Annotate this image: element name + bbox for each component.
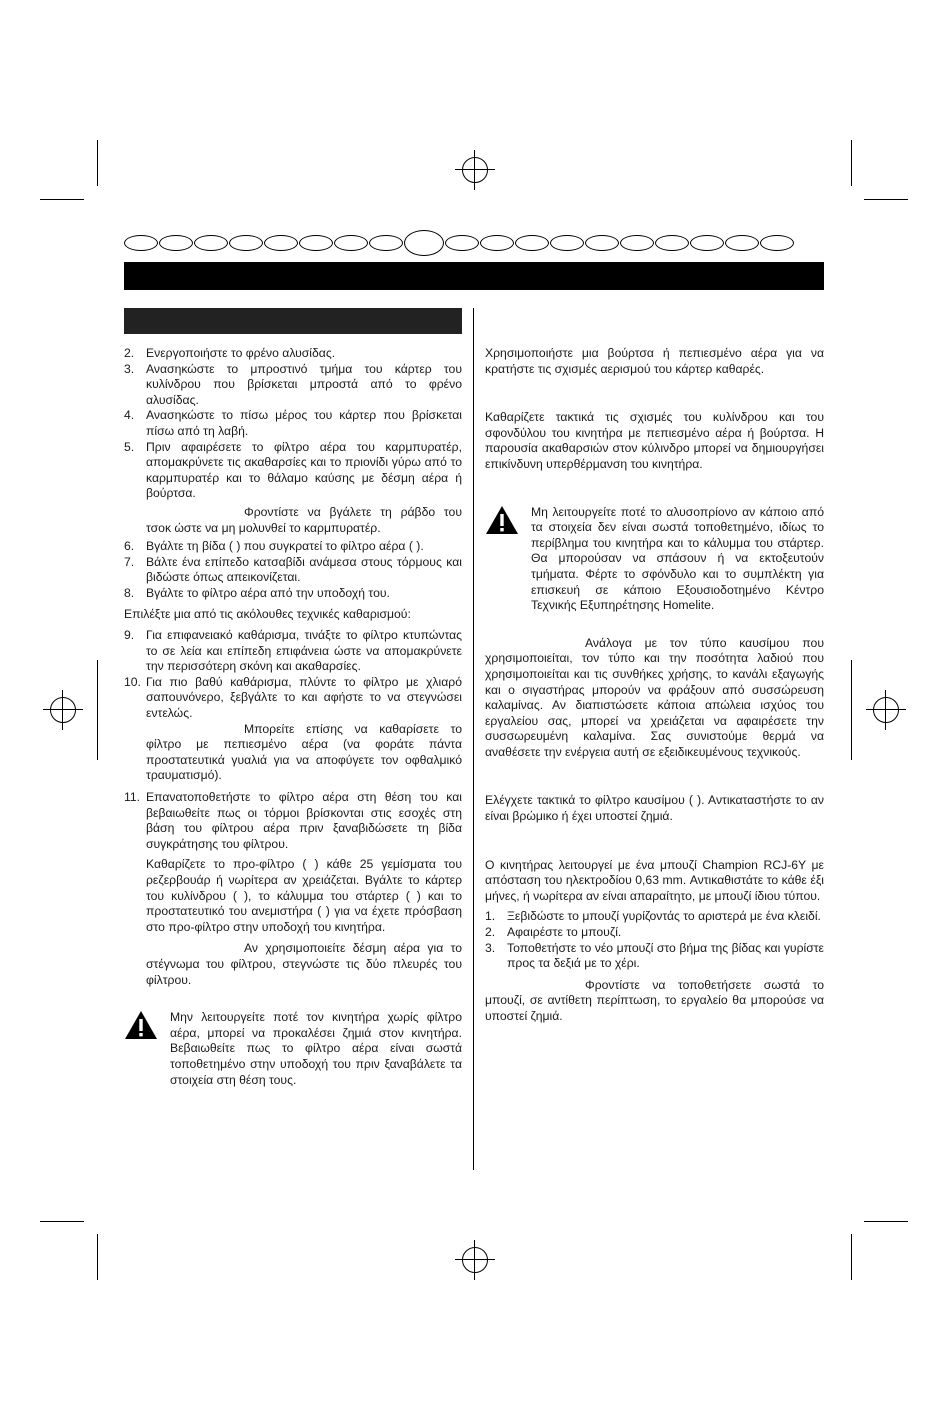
note-paragraph: Αν χρησιμοποιείτε δέσμη αέρα για το στέγνωμα του φίλτρου, στεγνώστε τις δύο πλευρές του φίλτρου. [146, 941, 462, 987]
paragraph: Καθαρίζετε τακτικά τις σχισμές του κυλίνδρου και του σφονδύλου του κινητήρα με πεπιεσμένο αέρα ή βούρτσα. Η παρουσία ακαθαρσιών στον κύλινδρο μπορεί να δημιουργήσει επικίνδυνη υπερθέρμανση του κινητήρα. [485, 410, 824, 471]
crop-mark [851, 1234, 852, 1280]
paragraph: Ανάλογα με τον τύπο καυσίμου που χρησιμοποιείται, τον τύπο και την ποσότητα λαδιού που χρησιμοποιείται και τις συνθήκες χρήσης, το κανάλι εξαγωγής και ο σιγαστήρας μπορούν να φράξουν από συσσώρευση καλαμίνας. Αν διαπιστώσετε κάποια απώλεια ισχύος του εργαλείου σας, μπορεί να χρειάζεται να αφαιρέσετε την συσσωρευμένη καλαμίνα. Σας συνιστούμε θερμά να αναθέσετε την ενέργεια αυτή σε εξειδικευμένους τεχνικούς. [485, 635, 824, 759]
language-oval [620, 235, 654, 251]
list-item: 3. Τοποθετήστε το νέο μπουζί στο βήμα της βίδας και γυρίστε προς τα δεξιά με το χέρι. [485, 940, 824, 971]
list-item: 9. Για επιφανειακό καθάρισμα, τινάξτε το φίλτρο κτυπώντας το σε λεία και επίπεδη επιφάνεια ώστε να απομακρύνετε την περισσότερη σκόνη και ακαθαρσίες. [124, 628, 462, 674]
language-oval [480, 235, 514, 251]
language-oval [585, 235, 619, 251]
warning-box [485, 505, 824, 614]
language-oval [550, 235, 584, 251]
paragraph: Χρησιμοποιήστε μια βούρτσα ή πεπιεσμένο αέρα για να κρατήστε τις σχισμές αερισμού του κάρτερ καθαρές. [485, 346, 824, 376]
list-item: 5. Πριν αφαιρέσετε το φίλτρο αέρα του καρμπυρατέρ, απομακρύνετε τις ακαθαρσίες και το πριονίδι γύρω από το καρμπυρατέρ και το θάλαμο καύσης με δέσμη αέρα ή βούρτσα. [124, 439, 462, 501]
crop-mark [97, 660, 98, 760]
language-oval [194, 235, 228, 251]
list-item: 10. Για πιο βαθύ καθάρισμα, πλύντε το φίλτρο με χλιαρό σαπουνόνερο, ξεβγάλτε το και αφήστε το να στεγνώσει εντελώς. [124, 674, 462, 721]
warning-triangle-icon [485, 505, 519, 614]
crop-mark [864, 199, 908, 200]
list-item: 4. Ανασηκώστε το πίσω μέρος του κάρτερ που βρίσκεται πίσω από τη λαβή. [124, 408, 462, 438]
language-oval [445, 235, 479, 251]
section-header-bar [124, 308, 462, 334]
left-column [124, 346, 462, 1088]
list-item: 2. Ενεργοποιήστε το φρένο αλυσίδας. [124, 346, 336, 360]
language-oval [264, 235, 298, 251]
warning-triangle-icon [124, 1010, 158, 1088]
warning-box [124, 1010, 462, 1088]
language-oval [299, 235, 333, 251]
language-oval [760, 235, 794, 251]
list-item: 8. Βγάλτε το φίλτρο αέρα από την υποδοχή του. [124, 585, 390, 600]
page-header-bar [124, 262, 824, 290]
warning-text: Μη λειτουργείτε ποτέ το αλυσοπρίονο αν κάποιο από τα στοιχεία δεν είναι σωστά τοποθετημένο, ιδίως το περίβλημα του κινητήρα και το κάλυμμα του στάρτερ. Θα μπορούσαν να σπάσουν ή να εκτοξευτούν τμήματα. Φέρτε το σφόνδυλο και το συμπλέκτη για επισκευή σε κάποιο Εξουσιοδοτημένο Κέντρο Τεχνικής Εξυπηρέτησης Homelite. [531, 504, 824, 613]
crop-mark [40, 1221, 84, 1222]
language-oval-current [404, 230, 444, 256]
note-paragraph: Φροντίστε να τοποθετήσετε σωστά το μπουζί, σε αντίθετη περίπτωση, το εργαλείο θα μπορούσε να υποστεί ζημιά. [485, 977, 824, 1023]
note-paragraph: Φροντίστε να βγάλετε τη ράβδο του τσοκ ώστε να μη μολυνθεί το καρμπυρατέρ. [146, 504, 462, 535]
list-item: 2. Αφαιρέστε το μπουζί. [485, 925, 622, 940]
language-oval [655, 235, 689, 251]
language-oval [159, 235, 193, 251]
language-oval [515, 235, 549, 251]
crop-mark [864, 1221, 908, 1222]
registration-mark-icon [455, 150, 495, 190]
right-column [485, 346, 824, 1025]
crop-mark [851, 660, 852, 760]
language-oval [725, 235, 759, 251]
crop-mark [851, 140, 852, 186]
crop-mark [97, 140, 98, 186]
paragraph: Επιλέξτε μια από τις ακόλουθες τεχνικές καθαρισμού: [124, 606, 411, 621]
language-oval [124, 235, 158, 251]
list-item: 3. Ανασηκώστε το μπροστινό τμήμα του κάρτερ του κυλίνδρου που βρίσκεται μπροστά από το φρένο αλυσίδας. [124, 361, 462, 407]
language-ovals [124, 230, 826, 256]
crop-mark [97, 1234, 98, 1280]
registration-mark-icon [455, 1240, 495, 1280]
column-divider [473, 308, 474, 1170]
crop-mark [40, 199, 84, 200]
language-oval [369, 235, 403, 251]
list-item: 7. Βάλτε ένα επίπεδο κατσαβίδι ανάμεσα στους τόρμους και βιδώστε όπως απεικονίζεται. [124, 554, 462, 585]
language-oval [690, 235, 724, 251]
warning-text: Μην λειτουργείτε ποτέ τον κινητήρα χωρίς φίλτρο αέρα, μπορεί να προκαλέσει ζημιά στον κινητήρα. Βεβαιωθείτε πως το φίλτρο αέρα είναι σωστά τοποθετημένο στην υποδοχή του πριν ξαναβάλετε τα στοιχεία στη θέση τους. [170, 1010, 462, 1087]
paragraph: Ο κινητήρας λειτουργεί με ένα μπουζί Champion RCJ-6Y με απόσταση του ηλεκτροδίου 0,63 mm. Αντικαθιστάτε το κάθε έξι μήνες, ή νωρίτερα αν είναι απαραίτητο, με μπουζί ίδιου τύπου. [485, 857, 824, 903]
registration-mark-icon [43, 690, 83, 730]
list-item: 11. Επανατοποθετήστε το φίλτρο αέρα στη θέση του και βεβαιωθείτε πως οι τόρμοι βρίσκονται στις εσοχές στη βάση του φίλτρου αέρα πριν ξαναβιδώσετε τη βίδα συγκράτησης του φίλτρου. [124, 790, 462, 851]
paragraph: Ελέγχετε τακτικά το φίλτρο καυσίμου ( ). Αντικαταστήστε το αν είναι βρώμικο ή έχει υποστεί ζημιά. [485, 793, 824, 824]
paragraph: Καθαρίζετε το προ-φίλτρο ( ) κάθε 25 γεμίσματα του ρεζερβουάρ ή νωρίτερα αν χρειάζεται. Βγάλτε το κάρτερ του κυλίνδρου ( ), το κάλυμμα του στάρτερ ( ) και το προστατευτικό του ανεμιστήρα ( ) για να έχετε πρόσβαση στο προ-φίλτρο στην υποδοχή του κινητήρα. [146, 857, 462, 934]
registration-mark-icon [866, 690, 906, 730]
language-oval [334, 235, 368, 251]
language-oval [229, 235, 263, 251]
list-item: 6. Βγάλτε τη βίδα ( ) που συγκρατεί το φίλτρο αέρα ( ). [124, 539, 424, 554]
note-paragraph: Μπορείτε επίσης να καθαρίσετε το φίλτρο με πεπιεσμένο αέρα (να φοράτε πάντα προστατευτικά γυαλιά για να αποφύγετε τον οφθαλμικό τραυματισμό). [146, 721, 462, 783]
list-item: 1. Ξεβιδώστε το μπουζί γυρίζοντάς το αριστερά με ένα κλειδί. [485, 909, 821, 924]
